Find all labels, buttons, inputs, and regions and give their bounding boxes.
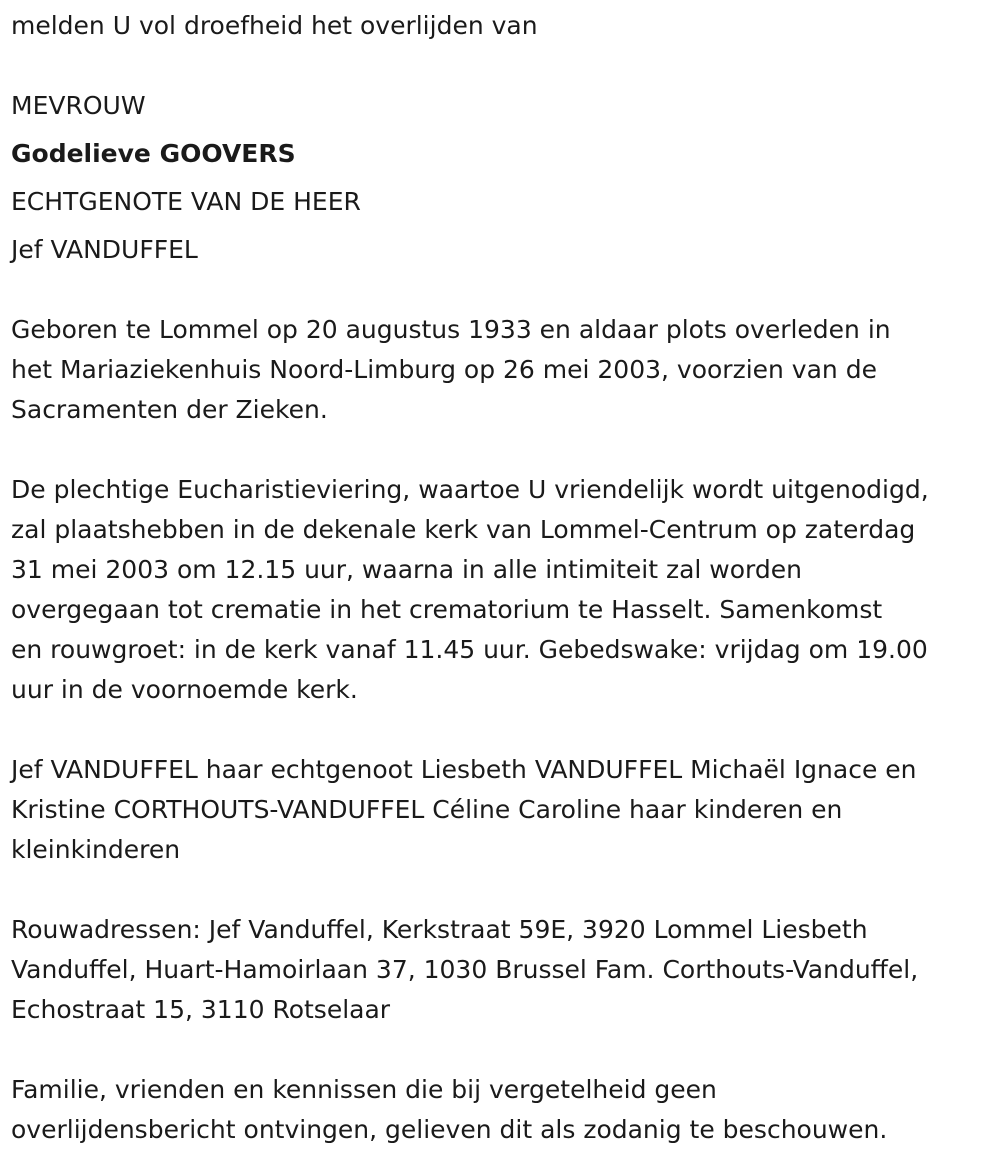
obituary-document xyxy=(11,6,986,1150)
closing-paragraph xyxy=(11,1070,986,1150)
birth-line: het Mariaziekenhuis Noord-Limburg op 26 mei 2003, voorzien van de xyxy=(11,355,877,384)
address-line: Echostraat 15, 3110 Rotselaar xyxy=(11,995,391,1024)
address-line: Rouwadressen: Jef Vanduffel, Kerkstraat 59E, 3920 Lommel Liesbeth xyxy=(11,915,868,944)
ceremony-line: en rouwgroet: in de kerk vanaf 11.45 uur. Gebedswake: vrijdag om 19.00 xyxy=(11,635,928,664)
family-paragraph xyxy=(11,750,986,870)
ceremony-line: 31 mei 2003 om 12.15 uur, waarna in alle intimiteit zal worden xyxy=(11,555,802,584)
intro-text: melden U vol droefheid het overlijden van xyxy=(11,11,538,40)
ceremony-line: uur in de voornoemde kerk. xyxy=(11,675,358,704)
family-line: Kristine CORTHOUTS-VANDUFFEL Céline Caroline haar kinderen en xyxy=(11,795,843,824)
deceased-name: Godelieve GOOVERS xyxy=(11,139,296,168)
ceremony-paragraph xyxy=(11,470,986,710)
closing-line: overlijdensbericht ontvingen, gelieven dit als zodanig te beschouwen. xyxy=(11,1115,888,1144)
family-line: kleinkinderen xyxy=(11,835,181,864)
birth-line: Sacramenten der Zieken. xyxy=(11,395,328,424)
ceremony-line: De plechtige Eucharistieviering, waartoe U vriendelijk wordt uitgenodigd, xyxy=(11,475,929,504)
ceremony-line: overgegaan tot crematie in het crematorium te Hasselt. Samenkomst xyxy=(11,595,883,624)
birth-paragraph xyxy=(11,310,986,430)
spouse-label: ECHTGENOTE VAN DE HEER xyxy=(11,187,361,216)
spouse-name: Jef VANDUFFEL xyxy=(11,235,198,264)
address-line: Vanduffel, Huart-Hamoirlaan 37, 1030 Brussel Fam. Corthouts-Vanduffel, xyxy=(11,955,919,984)
family-line: Jef VANDUFFEL haar echtgenoot Liesbeth VANDUFFEL Michaël Ignace en xyxy=(11,755,917,784)
title-prefix: MEVROUW xyxy=(11,91,146,120)
closing-line: Familie, vrienden en kennissen die bij vergetelheid geen xyxy=(11,1075,717,1104)
address-paragraph xyxy=(11,910,986,1030)
birth-line: Geboren te Lommel op 20 augustus 1933 en aldaar plots overleden in xyxy=(11,315,891,344)
ceremony-line: zal plaatshebben in de dekenale kerk van Lommel-Centrum op zaterdag xyxy=(11,515,916,544)
